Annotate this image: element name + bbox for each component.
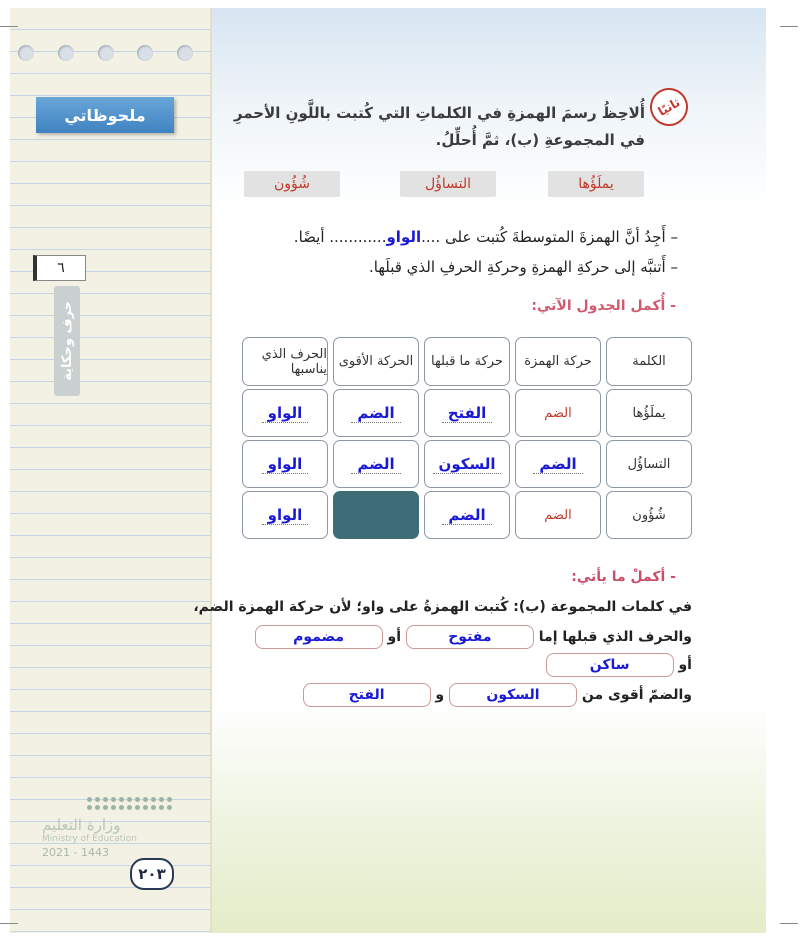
binder-hole-icon [177, 45, 193, 61]
table-answer-cell[interactable] [424, 491, 510, 539]
ministry-dots-icon [87, 797, 177, 810]
ministry-name-en: Ministry of Education [42, 834, 137, 844]
word-pill: التساؤُل [400, 171, 496, 197]
table-answer-cell[interactable] [424, 389, 510, 437]
line-2-prefix: والحرف الذي قبلها إما [538, 629, 692, 645]
table-cell-word: التساؤُل [606, 440, 692, 488]
bullet-1-prefix: – أَجِدُ أنَّ الهمزةَ المتوسطةَ كُتبت على .... [421, 228, 678, 246]
table-header: الحرف الذي يناسبها [242, 337, 328, 386]
binder-hole-icon [18, 45, 34, 61]
answer-field[interactable]: الفتح [303, 683, 431, 707]
answer-text: الضم [442, 506, 491, 525]
crop-mark [0, 905, 18, 924]
analysis-table [242, 337, 692, 539]
notes-label: ملحوظاتي [36, 97, 174, 133]
bullet-line-2: – أَتنبَّه إلى حركةِ الهمزةِ وحركةِ الحرفِ الذي قبلَها. [368, 258, 678, 276]
word-pill: شُؤُون [244, 171, 340, 197]
binder-hole-icon [137, 45, 153, 61]
answer-field[interactable]: السكون [449, 683, 577, 707]
table-answer-cell[interactable] [333, 440, 419, 488]
table-header: الحركة الأقوى [333, 337, 419, 386]
answer-text: الواو [262, 506, 309, 525]
binder-hole-icon [98, 45, 114, 61]
answer-text: الواو [262, 404, 309, 423]
crop-mark [780, 905, 798, 924]
complete-line-1: في كلمات المجموعة (ب): كُتبت الهمزةُ على واو؛ لأن حركة الهمزة الضم، [193, 599, 692, 615]
crop-mark [0, 8, 18, 27]
answer-text: الضم [351, 404, 400, 423]
table-answer-cell[interactable] [242, 389, 328, 437]
table-header: حركة ما قبلها [424, 337, 510, 386]
line-4-prefix: والضمّ أقوى من [581, 687, 692, 703]
or-label: أو [387, 629, 402, 645]
table-answer-cell[interactable] [515, 440, 601, 488]
unit-number: ٦ [33, 255, 86, 281]
table-answer-cell[interactable] [242, 491, 328, 539]
ministry-name: وزارة التعليم [42, 816, 121, 834]
answer-text: الفتح [442, 404, 493, 423]
table-cell: الضم [515, 389, 601, 437]
answer-text: السكون [433, 455, 502, 474]
ministry-logo [42, 797, 182, 859]
answer-text: الضم [533, 455, 582, 474]
unit-title: حرف وحكاية [59, 301, 75, 381]
instruction-text: أُلاحِظُ رسمَ الهمزةِ في الكلماتِ التي كُتبت باللَّونِ الأحمرِ في المجموعةِ (ب)، ثمَّ أُحلِّلُ. [233, 104, 645, 149]
answer-field[interactable]: مضموم [255, 625, 383, 649]
or-label: أو [678, 657, 692, 673]
answer-text: الواو [262, 455, 309, 474]
table-title: - أُكمل الجدول الآتي: [531, 298, 676, 314]
table-dark-cell [333, 491, 419, 539]
binder-hole-icon [58, 45, 74, 61]
complete-line-3 [546, 653, 692, 677]
bullet-1-suffix: ............ أيضًا. [293, 228, 387, 246]
bullet-1-answer: الواو [386, 228, 422, 246]
complete-line-2 [255, 625, 692, 649]
table-header: حركة الهمزة [515, 337, 601, 386]
and-label: و [435, 687, 445, 703]
table-cell: الضم [515, 491, 601, 539]
page-number: ٢٠٣ [130, 858, 174, 890]
crop-mark [780, 8, 798, 27]
table-answer-cell[interactable] [242, 440, 328, 488]
table-answer-cell[interactable] [424, 440, 510, 488]
table-cell-word: شُؤُون [606, 491, 692, 539]
edition-year: 2021 - 1443 [42, 846, 109, 859]
answer-text: الضم [351, 455, 400, 474]
answer-field[interactable]: ساكن [546, 653, 674, 677]
binder-holes [18, 45, 193, 61]
unit-tab [54, 286, 80, 396]
table-cell-word: يملَؤُها [606, 389, 692, 437]
notes-sidebar [10, 8, 212, 933]
section-badge: ثانيًا [643, 81, 695, 133]
table-header: الكلمة [606, 337, 692, 386]
word-pill: يملَؤُها [548, 171, 644, 197]
bullet-line-1 [294, 228, 678, 246]
table-answer-cell[interactable] [333, 389, 419, 437]
answer-field[interactable]: مفتوح [406, 625, 534, 649]
complete-title: - أكملْ ما يأتي: [571, 569, 676, 585]
complete-line-4 [303, 683, 692, 707]
